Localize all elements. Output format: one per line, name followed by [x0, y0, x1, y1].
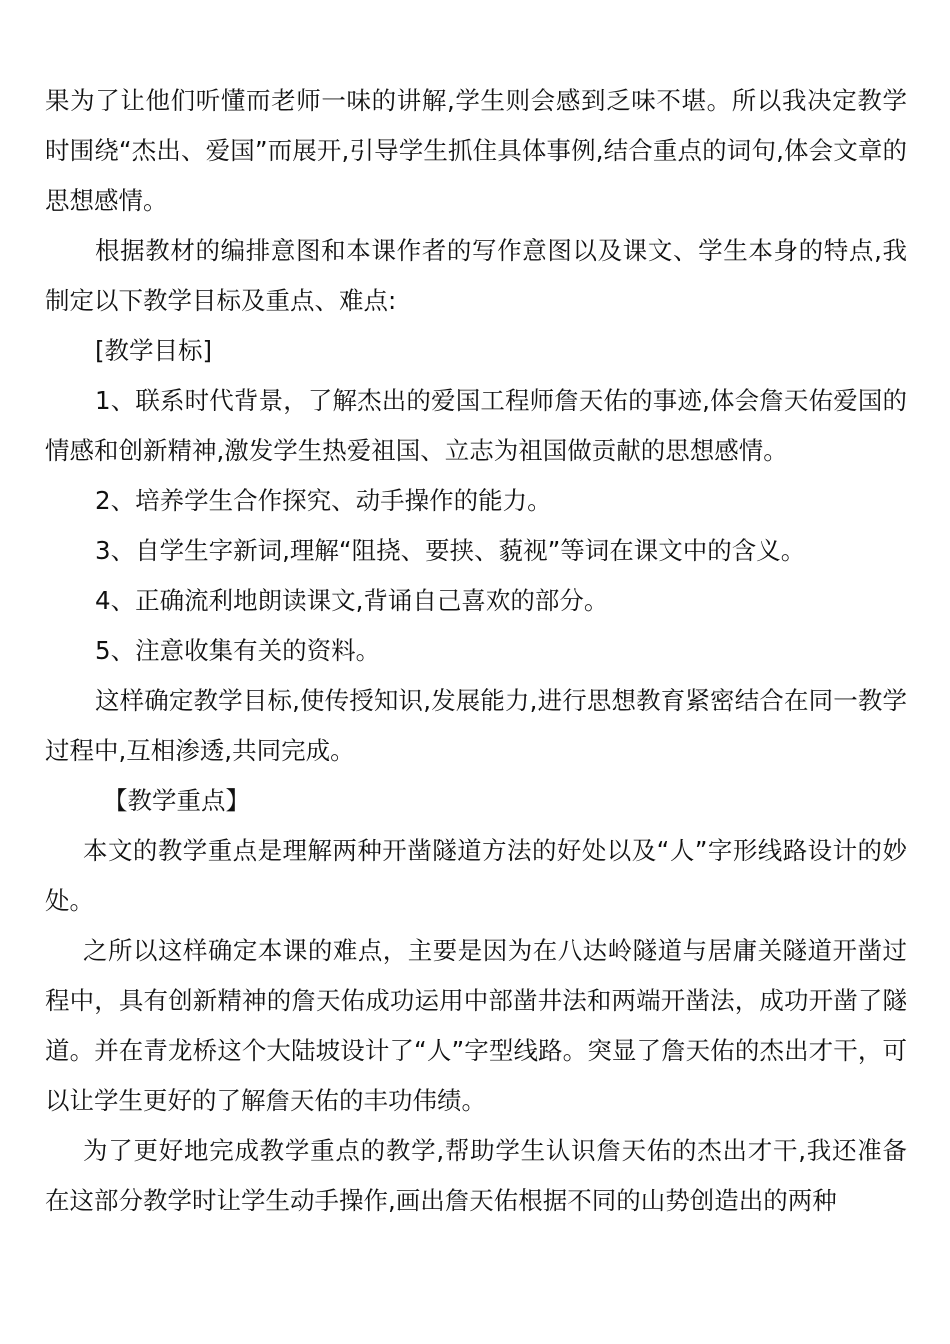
heading-teaching-focus: 【教学重点】 — [103, 786, 250, 815]
paragraph-objectives-summary: 这样确定教学目标,使传授知识,发展能力,进行思想教育紧密结合在同一教学过程中,互相渗透,共同完成。 — [45, 686, 907, 765]
paragraph-focus: 本文的教学重点是理解两种开凿隧道方法的好处以及“人”字形线路设计的妙处。 — [45, 836, 907, 915]
objective-item-5: 5、注意收集有关的资料。 — [95, 636, 381, 665]
document-page — [45, 76, 907, 1226]
objective-item-1: 1、联系时代背景，了解杰出的爱国工程师詹天佑的事迹,体会詹天佑爱国的情感和创新精神,激发学生热爱祖国、立志为祖国做贡献的思想感情。 — [45, 386, 907, 465]
objective-item-2: 2、培养学生合作探究、动手操作的能力。 — [95, 486, 552, 515]
paragraph-continuation: 果为了让他们听懂而老师一味的讲解,学生则会感到乏味不堪。所以我决定教学时围绕“杰出、爱国”而展开,引导学生抓住具体事例,结合重点的词句,体会文章的思想感情。 — [45, 86, 907, 215]
paragraph-difficulty-reason: 之所以这样确定本课的难点，主要是因为在八达岭隧道与居庸关隧道开凿过程中，具有创新精神的詹天佑成功运用中部凿井法和两端开凿法，成功开凿了隧道。并在青龙桥这个大陆坡设计了“人”字型线路。突显了詹天佑的杰出才干，可以让学生更好的了解詹天佑的丰功伟绩。 — [45, 936, 907, 1115]
paragraph-focus-method: 为了更好地完成教学重点的教学,帮助学生认识詹天佑的杰出才干,我还准备在这部分教学时让学生动手操作,画出詹天佑根据不同的山势创造出的两种 — [45, 1136, 907, 1215]
paragraph-intro-objectives: 根据教材的编排意图和本课作者的写作意图以及课文、学生本身的特点,我制定以下教学目标及重点、难点: — [45, 236, 907, 315]
objective-item-4: 4、正确流利地朗读课文,背诵自己喜欢的部分。 — [95, 586, 609, 615]
objective-item-3: 3、自学生字新词,理解“阻挠、要挟、藐视”等词在课文中的含义。 — [95, 536, 806, 565]
heading-teaching-objectives: [教学目标] — [95, 336, 213, 365]
